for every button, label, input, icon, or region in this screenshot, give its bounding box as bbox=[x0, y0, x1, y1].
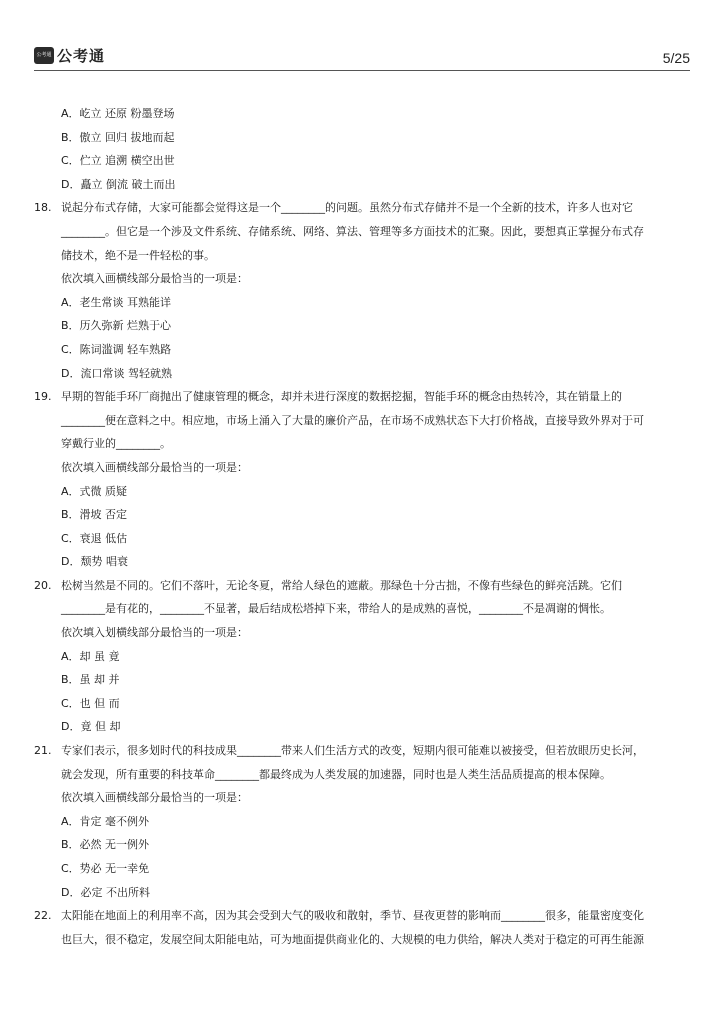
answer-option: D．必定 不出所料 bbox=[61, 885, 150, 899]
answer-option: C．伫立 追溯 横空出世 bbox=[61, 154, 175, 168]
answer-option: A．却 虽 竟 bbox=[61, 649, 120, 663]
question-number: 19. bbox=[34, 390, 52, 404]
question-text-continued: 也巨大，很不稳定，发展空间太阳能电站，可为地面提供商业化的、大规模的电力供给，解决人类对于稳定的可再生能源 bbox=[61, 932, 644, 946]
question-number: 18. bbox=[34, 201, 52, 215]
page-header bbox=[34, 44, 690, 71]
answer-option: A．式微 质疑 bbox=[61, 484, 128, 498]
brand-logo bbox=[34, 45, 105, 66]
answer-option: B．历久弥新 烂熟于心 bbox=[61, 319, 172, 333]
answer-option: D．流口常谈 驾轻就熟 bbox=[61, 366, 172, 380]
question-content bbox=[34, 102, 690, 951]
question-text-continued: ________便在意料之中。相应地，市场上涌入了大量的廉价产品，在市场不成熟状态下大打价格战，直接导致外界对于可 bbox=[61, 413, 644, 427]
question-text-continued: 依次填入划横线部分最恰当的一项是： bbox=[61, 626, 248, 640]
question-line bbox=[34, 904, 690, 928]
answer-option: D．颓势 唱衰 bbox=[61, 555, 128, 569]
question-number: 20. bbox=[34, 578, 52, 592]
answer-option: A．老生常谈 耳熟能详 bbox=[61, 295, 172, 309]
question-text-continued: 依次填入画横线部分最恰当的一项是： bbox=[61, 272, 248, 286]
question-text-continued: ________。但它是一个涉及文件系统、存储系统、网络、算法、管理等多方面技术的汇聚。因此，要想真正掌握分布式存 bbox=[61, 224, 644, 238]
answer-option: D．矗立 倒流 破土而出 bbox=[61, 177, 176, 191]
answer-option: B．傲立 回归 拔地而起 bbox=[61, 130, 175, 144]
logo-text: 公考通 bbox=[57, 47, 106, 65]
answer-option: C．陈词滥调 轻车熟路 bbox=[61, 342, 172, 356]
answer-option: A．肯定 毫不例外 bbox=[61, 814, 150, 828]
question-text: 早期的智能手环厂商抛出了健康管理的概念，却并未进行深度的数据挖掘，智能手环的概念由热转冷，其在销量上的 bbox=[61, 390, 622, 404]
question-text-continued: ________是有花的，________不显著，最后结成松塔掉下来，带给人的是成熟的喜悦，________不是凋谢的惆怅。 bbox=[61, 602, 611, 616]
question-line bbox=[34, 739, 690, 763]
question-text: 松树当然是不同的。它们不落叶，无论冬夏，常给人绿色的遮蔽。那绿色十分古拙，不像有些绿色的鲜亮活跳。它们 bbox=[61, 578, 622, 592]
answer-option: B．虽 却 并 bbox=[61, 673, 120, 687]
answer-option: B．必然 无一例外 bbox=[61, 838, 150, 852]
question-text: 太阳能在地面上的利用率不高，因为其会受到大气的吸收和散射，季节、昼夜更替的影响而________很多，能量密度变化 bbox=[61, 909, 644, 923]
question-text-continued: 就会发现，所有重要的科技革命________都最终成为人类发展的加速器，同时也是人类生活品质提高的根本保障。 bbox=[61, 767, 611, 781]
question-number: 21. bbox=[34, 744, 52, 758]
answer-option: A．屹立 还原 粉墨登场 bbox=[61, 107, 175, 120]
question-text-continued: 储技术，绝不是一件轻松的事。 bbox=[61, 248, 215, 262]
answer-option: D．竟 但 却 bbox=[61, 720, 121, 734]
question-text: 说起分布式存储，大家可能都会觉得这是一个________的问题。虽然分布式存储并不是一个全新的技术，许多人也对它 bbox=[61, 201, 633, 215]
answer-option: C．衰退 低估 bbox=[61, 531, 128, 545]
page-number: 5/25 bbox=[662, 50, 690, 66]
answer-option: C．势必 无一幸免 bbox=[61, 862, 150, 875]
question-text-continued: 依次填入画横线部分最恰当的一项是： bbox=[61, 460, 248, 474]
answer-option: C．也 但 而 bbox=[61, 696, 120, 710]
question-line bbox=[34, 196, 690, 220]
question-line bbox=[34, 574, 690, 598]
question-line bbox=[34, 385, 690, 409]
answer-option: B．滑坡 否定 bbox=[61, 508, 128, 522]
logo-icon: 公考通 bbox=[34, 47, 54, 64]
question-number: 22. bbox=[34, 909, 52, 923]
question-text-continued: 依次填入画横线部分最恰当的一项是： bbox=[61, 791, 248, 805]
question-text: 专家们表示，很多划时代的科技成果________带来人们生活方式的改变，短期内很可能难以被接受，但若放眼历史长河， bbox=[61, 744, 644, 758]
question-text-continued: 穿戴行业的________。 bbox=[61, 437, 171, 451]
